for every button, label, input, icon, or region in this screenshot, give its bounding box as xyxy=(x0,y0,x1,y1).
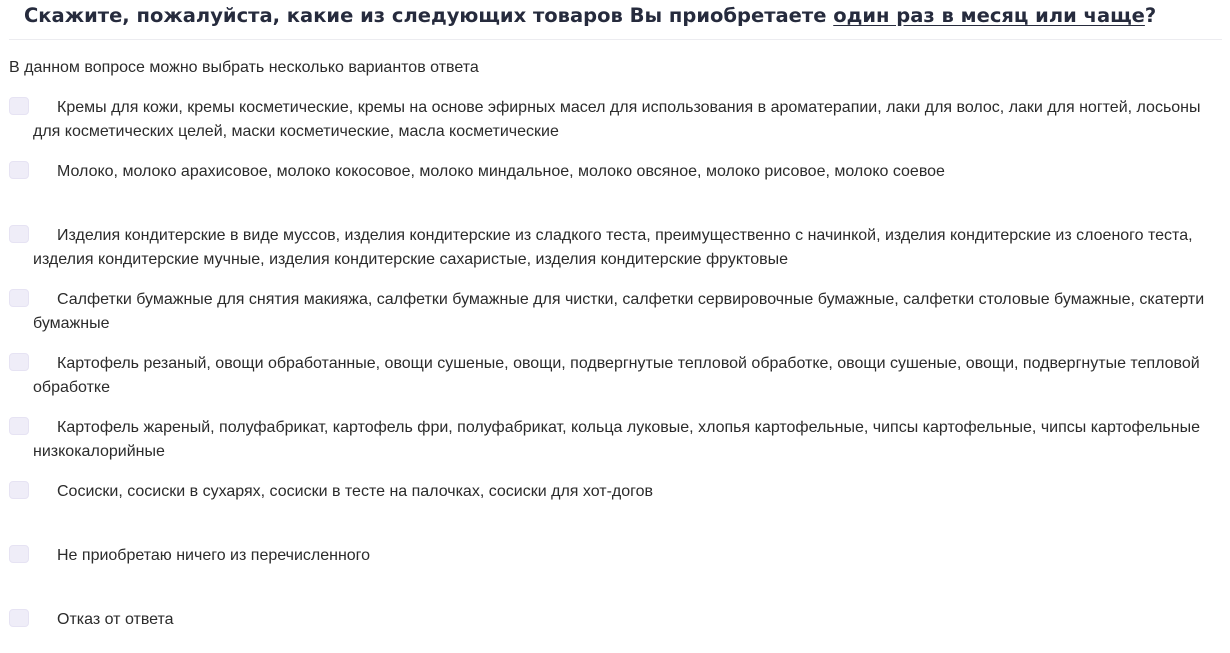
checkbox[interactable] xyxy=(9,417,29,435)
checkbox[interactable] xyxy=(9,353,29,371)
checkbox[interactable] xyxy=(9,97,29,115)
answer-option-label: Кремы для кожи, кремы косметические, кремы на основе эфирных масел для использования в ароматерапии, лаки для волос, лаки для ногтей, лосьоны для косметических целей, маски косметические, масла косметические xyxy=(33,99,1201,140)
answer-option-label: Сосиски, сосиски в сухарях, сосиски в тесте на палочках, сосиски для хот-догов xyxy=(57,483,654,500)
question-text-prefix: Скажите, пожалуйста, какие из следующих товаров Вы приобретаете xyxy=(24,4,834,27)
checkbox[interactable] xyxy=(9,481,29,499)
answer-option[interactable] xyxy=(9,97,1209,144)
checkbox[interactable] xyxy=(9,609,29,627)
question-text-suffix: ? xyxy=(1144,4,1157,27)
question-hint: В данном вопросе можно выбрать несколько вариантов ответа xyxy=(9,59,479,76)
answer-option[interactable] xyxy=(9,289,1209,336)
checkbox[interactable] xyxy=(9,225,29,243)
question-text-emphasis: один раз в месяц или чаще xyxy=(833,4,1145,27)
header-divider xyxy=(9,39,1222,40)
answer-option[interactable] xyxy=(9,225,1209,272)
answer-option-label: Салфетки бумажные для снятия макияжа, салфетки бумажные для чистки, салфетки сервировочные бумажные, салфетки столовые бумажные, скатерти бумажные xyxy=(33,291,1205,332)
question-title xyxy=(24,3,1156,29)
answer-option-label: Картофель жареный, полуфабрикат, картофель фри, полуфабрикат, кольца луковые, хлопья картофельные, чипсы картофельные, чипсы картофельные низкокалорийные xyxy=(33,419,1200,460)
answer-option-label: Отказ от ответа xyxy=(57,611,174,628)
answer-option[interactable] xyxy=(9,161,1209,184)
answer-option-refuse[interactable] xyxy=(9,609,1209,632)
checkbox[interactable] xyxy=(9,289,29,307)
answer-option[interactable] xyxy=(9,353,1209,400)
answer-option[interactable] xyxy=(9,481,1209,504)
answer-option[interactable] xyxy=(9,417,1209,464)
checkbox[interactable] xyxy=(9,545,29,563)
answer-option-label: Не приобретаю ничего из перечисленного xyxy=(57,547,371,564)
checkbox[interactable] xyxy=(9,161,29,179)
answer-option-label: Изделия кондитерские в виде муссов, изделия кондитерские из сладкого теста, преимущественно с начинкой, изделия кондитерские из слоеного теста, изделия кондитерские мучные, изделия кондитерские сахаристые, изделия кондитерские фруктовые xyxy=(33,227,1193,268)
answer-option-none[interactable] xyxy=(9,545,1209,568)
answer-option-label: Картофель резаный, овощи обработанные, овощи сушеные, овощи, подвергнутые тепловой обработке, овощи сушеные, овощи, подвергнутые тепловой обработке xyxy=(33,355,1200,396)
answer-option-label: Молоко, молоко арахисовое, молоко кокосовое, молоко миндальное, молоко овсяное, молоко рисовое, молоко соевое xyxy=(57,163,945,180)
